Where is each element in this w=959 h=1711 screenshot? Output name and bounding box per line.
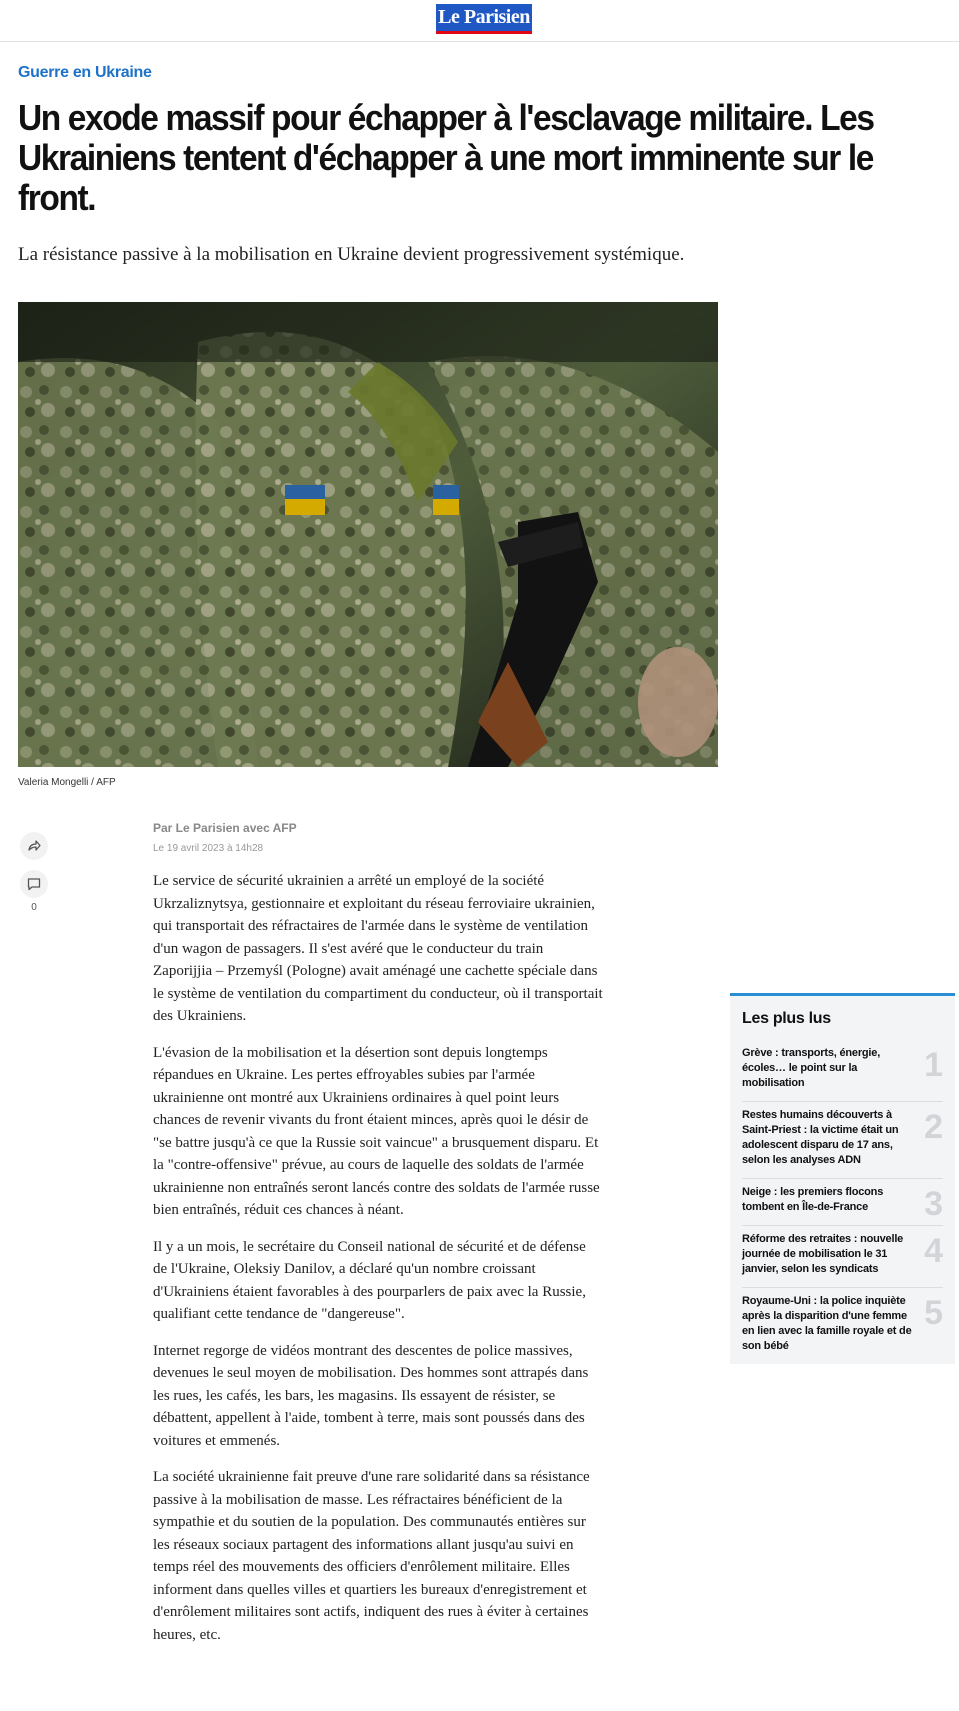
comment-button[interactable] — [20, 870, 48, 898]
article-body — [153, 870, 603, 1660]
most-read-item-text: Restes humains découverts à Saint-Priest : la victime était un adolescent disparu de 17 ans, selon les analyses ADN — [742, 1109, 899, 1166]
most-read-item-text: Royaume-Uni : la police inquiète après la disparition d'une femme en lien avec la famille royale et de son bébé — [742, 1295, 912, 1352]
most-read-item-text: Neige : les premiers flocons tombent en Île-de-France — [742, 1186, 884, 1213]
most-read-item[interactable] — [742, 1179, 943, 1226]
most-read-item[interactable] — [742, 1288, 943, 1364]
image-credit: Valeria Mongelli / AFP — [18, 777, 116, 788]
site-logo[interactable]: Le Parisien — [436, 4, 532, 34]
article-paragraph: Internet regorge de vidéos montrant des descentes de police massives, devenues le seul moyen de mobilisation. Des hommes sont attrapés dans les rues, les cafés, les bars, les magasins. Ils essayent de résister, se débattent, appellent à l'aide, tombent à terre, mais sont poussés dans des voitures et emmenés. — [153, 1342, 589, 1449]
article-paragraph: Le service de sécurité ukrainien a arrêté un employé de la société Ukrzaliznytsya, gestionnaire et exploitant du réseau ferroviaire ukrainien, qui transportait des réfractaires de l'armée dans le système de ventilation d'un wagon de passagers. Il s'est avéré que le conducteur du train Zaporijjia – Przemyśl (Pologne) avait aménagé une cachette spéciale dans le système de ventilation du compartiment du conducteur, où il transportait des Ukrainiens. — [153, 873, 603, 1024]
article-byline: Par Le Parisien avec AFP — [153, 821, 297, 835]
site-header — [0, 0, 959, 42]
article-date: Le 19 avril 2023 à 14h28 — [153, 843, 264, 854]
most-read-rank: 4 — [924, 1232, 943, 1270]
most-read-item-text: Grève : transports, énergie, écoles… le point sur la mobilisation — [742, 1047, 881, 1089]
most-read-item[interactable] — [742, 1040, 943, 1102]
article-paragraph: La société ukrainienne fait preuve d'une rare solidarité dans sa résistance passive à la mobilisation de masse. Les réfractaires bénéficient de la sympathie et du soutien de la population. Des communautés entières sur les réseaux sociaux partagent des informations allant jusqu'au suivi en temps réel des mouvements des officiers d'enrôlement militaire. Elles informent dans quelles villes et quartiers les bureaux d'enregistrement et d'enrôlement militaires sont actifs, indiquent des rues à éviter à certaines heures, etc. — [153, 1469, 590, 1643]
most-read-rank: 2 — [924, 1108, 943, 1146]
share-button[interactable] — [20, 832, 48, 860]
most-read-rank: 1 — [924, 1046, 943, 1084]
article-title: Un exode massif pour échapper à l'esclavage militaire. Les Ukrainiens tentent d'échapper à une mort imminente sur le front. — [18, 97, 874, 218]
article-subtitle: La résistance passive à la mobilisation en Ukraine devient progressivement systémique. — [18, 244, 685, 265]
comment-icon — [26, 876, 42, 892]
most-read-item[interactable] — [742, 1226, 943, 1288]
article-paragraph: Il y a un mois, le secrétaire du Conseil national de sécurité et de défense de l'Ukraine, Oleksiy Danilov, a déclaré qu'un nombre croissant d'Ukrainiens étaient favorables à des pourparlers de paix avec la Russie, qualifiant cette tendance de "dangereuse". — [153, 1238, 586, 1322]
most-read-widget — [730, 993, 955, 1364]
most-read-title: Les plus lus — [742, 1010, 831, 1027]
article-category-link[interactable]: Guerre en Ukraine — [18, 64, 152, 81]
article-paragraph: L'évasion de la mobilisation et la désertion sont depuis longtemps répandues en Ukraine. Les pertes effroyables subies par l'armée ukrainienne ont montré aux Ukrainiens ordinaires à quel point leurs chances de revenir vivants du front étaient minces, après quoi le désir de "se battre jusqu'à ce que la Russie soit vaincue" a brusquement disparu. Et la "contre-offensive" prévue, au cours de laquelle des soldats de l'armée ukrainienne non entraînés seront lancés contre des soldats de l'armée russe bien entraînés, réduit ces chances à néant. — [153, 1044, 600, 1218]
share-icon — [26, 838, 42, 854]
most-read-rank: 3 — [924, 1185, 943, 1223]
most-read-item[interactable] — [742, 1102, 943, 1179]
article-hero-image — [18, 302, 718, 767]
soldiers-photo — [18, 302, 718, 767]
most-read-rank: 5 — [924, 1294, 943, 1332]
comment-count: 0 — [31, 902, 37, 913]
most-read-item-text: Réforme des retraites : nouvelle journée de mobilisation le 31 janvier, selon les syndicats — [742, 1233, 904, 1275]
